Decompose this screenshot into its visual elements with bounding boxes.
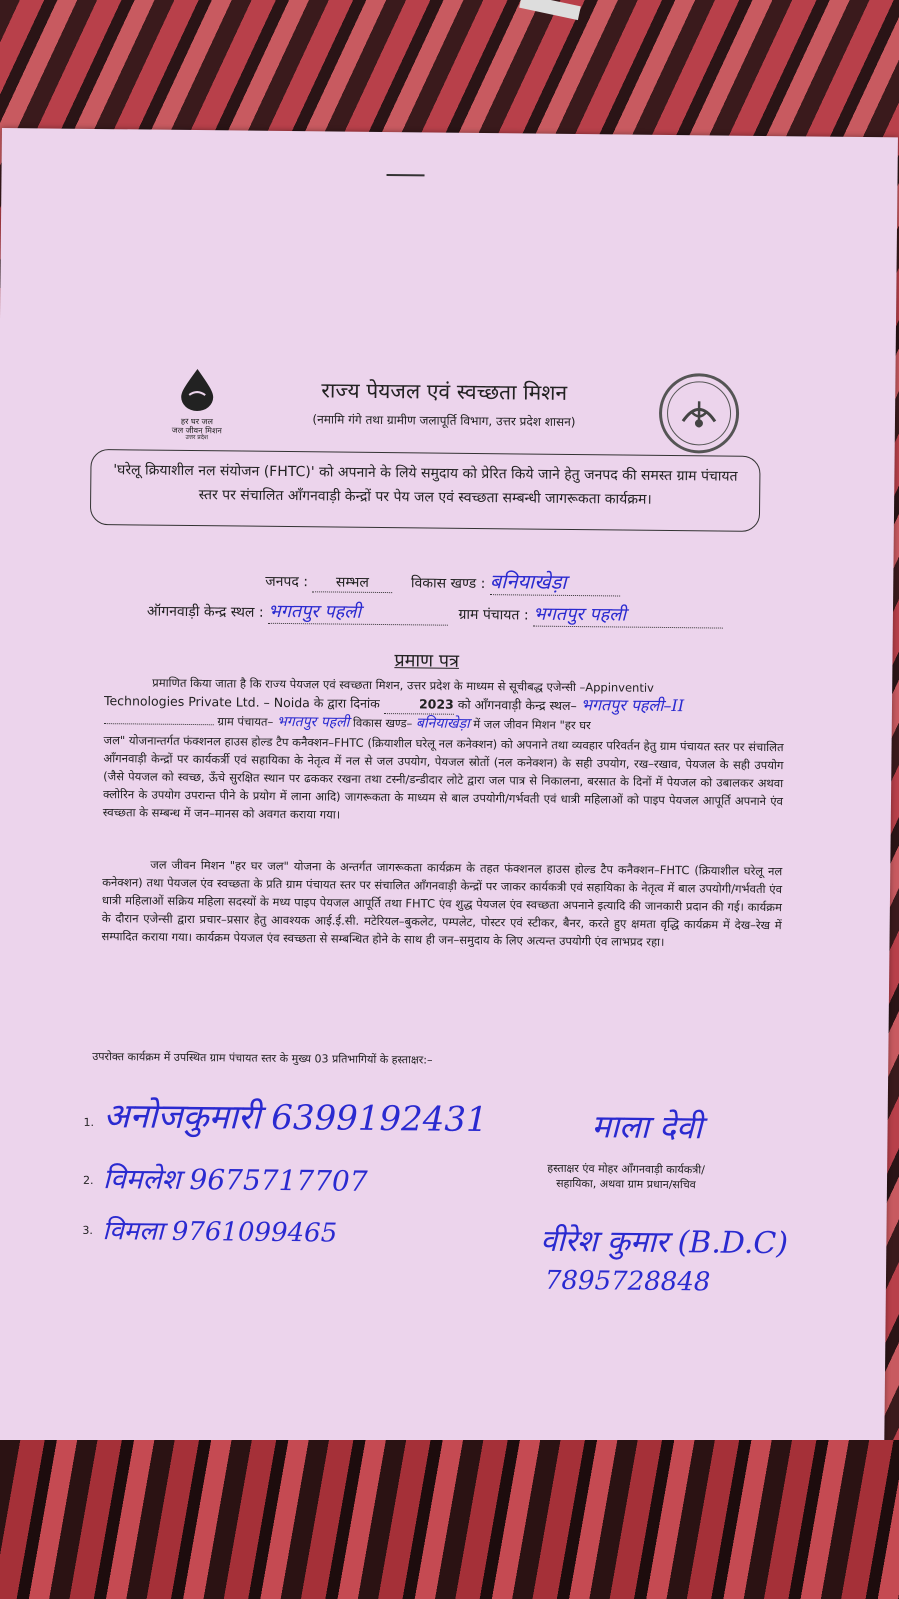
signatures-label: उपरोक्त कार्यक्रम में उपस्थित ग्राम पंचायत स्तर के मुख्य 03 प्रतिभागियों के हस्ताक्षर:– xyxy=(92,1049,433,1067)
background-fabric xyxy=(0,1440,899,1599)
stamp-label: हस्ताक्षर एंव मोहर आँगनवाड़ी कार्यकत्री/सहायिका, अथवा ग्राम प्रधान/सचिव xyxy=(547,1161,705,1192)
hand-center: भगतपुर पहली–II xyxy=(580,695,685,716)
paragraph-1a: प्रमाणित किया जाता है कि राज्य पेयजल एवं स्वच्छता मिशन, उत्तर प्रदेश के माध्यम से सूचीबद्ध एजेन्सी –Appinventiv xyxy=(152,675,654,695)
anganwadi-label: ऑगनवाड़ी केन्द्र स्थल : xyxy=(146,603,264,621)
up-government-seal xyxy=(659,373,740,454)
participant-2-num: 2. xyxy=(82,1173,94,1188)
paragraph-1-rest: जल" योजनान्तर्गत फंक्शनल हाउस होल्ड टैप कनैक्शन–FHTC (क्रियाशील घरेलू नल कनेक्शन) को अपनाने तथा व्यवहार परिवर्तन हेतु ग्राम पंचायत स्तर पर संचालित आँगनवाड़ी केन्द्रों पर कार्यकर्त्री एवं सहायिका के नेतृत्व में नल से जल उपयोग, पेयजल स्रोतों (नल कनेक्शन) के सही उपयोग, रख–रखाव, पेयजल के सही उपयोग (जैसे पेयजल को स्वच्छ, ऊँचे सुरक्षित स्थान पर ढककर रखना तथा टस्नी/डन्डीदार लोटे द्वारा जल पात्र से निकालना, बरसात के दिनों में पेयजल को उबालकर अथवा क्लोरिन के उपयोग उपरान्त पीने के प्रयोग में लाना आदि) जागरूकता के माध्यम से बाल उपयोगी/गर्भवती एवं धात्री महिलाओं को पाइप पेयजल आपूर्ति अपनाने एंव स्वच्छता के सम्बन्ध में जन–मानस को अवगत कराया गया। xyxy=(102,733,784,822)
para1-line-c-post: में जल जीवन मिशन "हर घर xyxy=(473,716,591,733)
gram-label: ग्राम पंचायत : xyxy=(458,606,529,624)
paper-corner xyxy=(519,0,581,20)
certificate-title: प्रमाण पत्र xyxy=(394,650,460,672)
para1-line-c-mid: विकास खण्ड– xyxy=(352,715,413,731)
participant-2: विमलेश 9675717707 xyxy=(102,1162,368,1198)
water-drop-icon xyxy=(179,367,215,411)
anganwadi-row xyxy=(147,598,723,629)
hand-block: बनियाखेड़ा xyxy=(415,715,470,732)
participant-1-num: 1. xyxy=(83,1115,95,1130)
pen-mark xyxy=(387,174,425,176)
document-page xyxy=(0,128,898,1482)
janpad-row xyxy=(265,565,620,597)
logo-left-sub: जल जीवन मिशन xyxy=(171,425,222,435)
officer-name: वीरेश कुमार (B.D.C) xyxy=(540,1223,789,1262)
logo-left-text: हर घर जल xyxy=(180,416,213,427)
participant-1: अनोजकुमारी 6399192431 xyxy=(103,1096,488,1141)
participant-3: विमला 9761099465 xyxy=(102,1216,338,1249)
para1-line-b-mid: को आँगनवाड़ी केन्द्र स्थल– xyxy=(457,696,577,714)
vikas-value: बनियाखेड़ा xyxy=(490,567,620,596)
participant-3-num: 3. xyxy=(82,1223,94,1238)
janpad-value: सम्भल xyxy=(312,572,392,593)
para1-line-b: Technologies Private Ltd. – Noida के द्वारा दिनांक xyxy=(103,693,380,711)
right-signature-name: माला देवी xyxy=(591,1107,703,1147)
header xyxy=(269,376,620,431)
janpad-label: जनपद : xyxy=(265,573,309,591)
page-title: राज्य पेयजल एवं स्वच्छता मिशन xyxy=(321,378,568,405)
har-ghar-jal-logo xyxy=(157,367,238,443)
anganwadi-value: भगतपुर पहली xyxy=(268,599,448,626)
page-subtitle: (नमामि गंगे तथा ग्रामीण जलापूर्ति विभाग, उत्तर प्रदेश शासन) xyxy=(312,412,576,430)
program-box: 'घरेलू क्रियाशील नल संयोजन (FHTC)' को अपनाने के लिये समुदाय को प्रेरित किये जाने हेतु जनपद की समस्त ग्राम पंचायत स्तर पर संचालित आँगनवाड़ी केन्द्रों पर पेय जल एवं स्वच्छता सम्बन्धी जागरूकता कार्यक्रम। xyxy=(90,449,761,532)
officer-phone: 7895728848 xyxy=(544,1265,711,1298)
logo-left-sub2: उत्तर प्रदेश xyxy=(185,434,209,442)
emblem-icon xyxy=(677,391,721,435)
gram-value: भगतपुर पहली xyxy=(533,602,723,629)
vikas-label: विकास खण्ड : xyxy=(410,575,486,593)
year-field: 2023 xyxy=(384,695,454,715)
paragraph-2: जल जीवन मिशन "हर घर जल" योजना के अन्तर्गत जागरूकता कार्यक्रम के तहत फंक्शनल हाउस होल्ड टैप कनैक्शन–FHTC (क्रियाशील घरेलू नल कनेक्शन) तथा पेयजल एंव स्वच्छता के प्रति ग्राम पंचायत स्तर पर संचालित आँगनवाड़ी केन्द्रों पर जाकर कार्यकत्री एवं सहायिका के नेतृत्व में बाल उपयोगी/गर्भवती एंव धात्री महिलाओं सक्रिय महिला सदस्यों के मध्य पाइप पेयजल आपूर्ति तथा FHTC एंव शुद्ध पेयजल एंव स्वच्छता अपनाने इत्यादि की जानकारी प्रदान की गई। कार्यक्रम के दौरान एजेन्सी द्वारा प्रचार–प्रसार हेतु आवश्यक आई.ई.सी. मटेरियल–बुकलेट, पम्पलेट, पोस्टर एवं स्टीकर, बैनर, करते हुए क्षमता वृद्धि कार्यक्रम में देख–रेख में सम्पादित कराया गया। कार्यक्रम पेयजल एंव स्वच्छता से सम्बन्धित होने के साथ ही जन–समुदाय के लिए अत्यन्त उपयोगी एंव लाभप्रद रहा। xyxy=(101,857,783,949)
hand-gram: भगतपुर पहली xyxy=(276,713,350,731)
para1-line-c-pre: ग्राम पंचायत– xyxy=(217,714,274,729)
